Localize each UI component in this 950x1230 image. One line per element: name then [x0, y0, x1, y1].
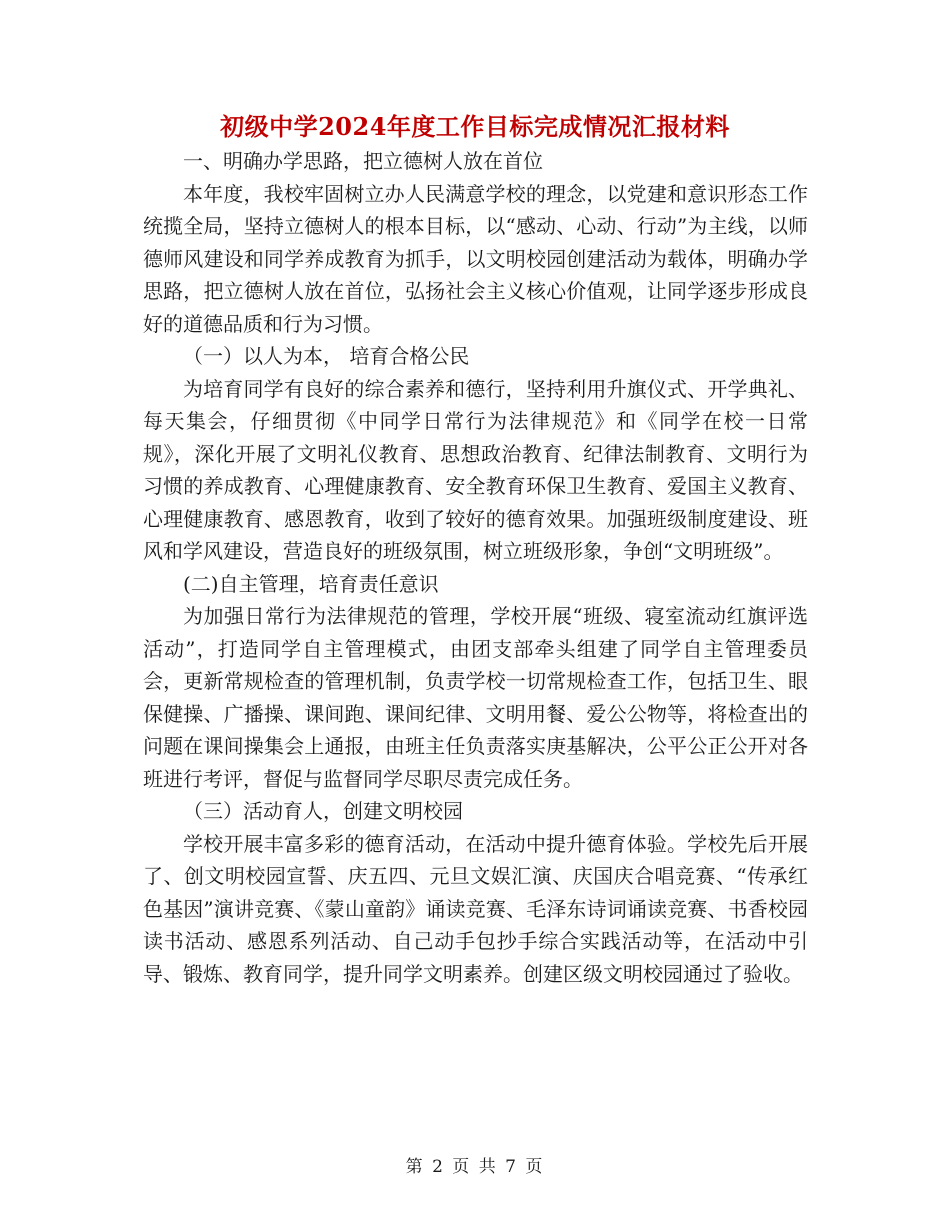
document-title: 初级中学2024年度工作目标完成情况汇报材料	[220, 112, 730, 141]
page-number-footer: 第 2 页 共 7 页	[405, 1157, 545, 1177]
body-paragraph: 为培育同学有良好的综合素养和德行，坚持利用升旗仪式、开学典礼、每天集会，仔细贯彻《中同学日常行为法律规范》和《同学在校一日常规》，深化开展了文明礼仪教育、思想政治教育、纪律法制教育、文明行为习惯的养成教育、心理健康教育、安全教育环保卫生教育、爱国主义教育、心理健康教育、感恩教育，收到了较好的德育效果。加强班级制度建设、班风和学风建设，营造良好的班级氛围，树立班级形象，争创“文明班级”。	[143, 376, 808, 563]
body-paragraph: 本年度，我校牢固树立办人民满意学校的理念，以党建和意识形态工作统揽全局，坚持立德树人的根本目标，以“感动、心动、行动”为主线，以师德师风建设和同学养成教育为抓手，以文明校园创建活动为载体，明确办学思路，把立德树人放在首位，弘扬社会主义核心价值观，让同学逐步形成良好的道德品质和行为习惯。	[143, 181, 808, 336]
subsection-heading-3: （三）活动育人，创建文明校园	[183, 799, 463, 823]
body-paragraph: 为加强日常行为法律规范的管理，学校开展“班级、寝室流动红旗评选活动”，打造同学自主管理模式，由团支部牵头组建了同学自主管理委员会，更新常规检查的管理机制，负责学校一切常规检查工作，包括卫生、眼保健操、广播操、课间跑、课间纪律、文明用餐、爱公公物等，将检查出的问题在课间操集会上通报，由班主任负责落实庚基解决，公平公正公开对各班进行考评，督促与监督同学尽职尽责完成任务。	[143, 604, 808, 791]
section-heading-1: 一、明确办学思路，把立德树人放在首位	[183, 149, 543, 173]
document-body	[143, 145, 808, 990]
subsection-heading-1: （一）以人为本， 培育合格公民	[183, 344, 470, 368]
subsection-heading-2: (二)自主管理，培育责任意识	[183, 571, 439, 596]
body-paragraph: 学校开展丰富多彩的德育活动，在活动中提升德育体验。学校先后开展了、创文明校园宣誓、庆五四、元旦文娱汇演、庆国庆合唱竞赛、“传承红色基因”演讲竞赛、《蒙山童韵》诵读竞赛、毛泽东诗词诵读竞赛、书香校园读书活动、感恩系列活动、自己动手包抄手综合实践活动等，在活动中引导、锻炼、教育同学，提升同学文明素养。创建区级文明校园通过了验收。	[143, 831, 808, 986]
